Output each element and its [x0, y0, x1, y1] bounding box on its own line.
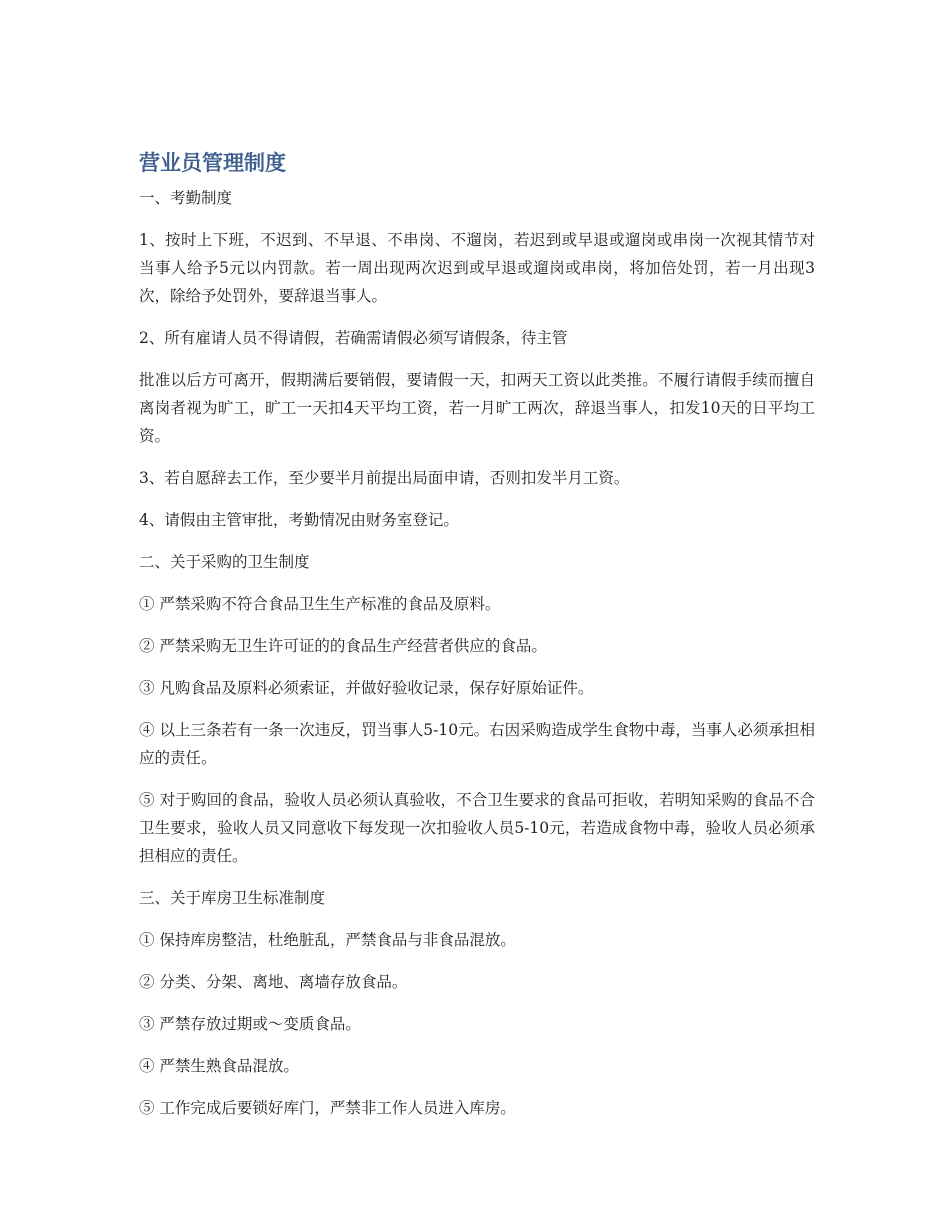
- purchasing-paragraph-3: ③ 凡购食品及原料必须索证，并做好验收记录，保存好原始证件。: [139, 679, 594, 697]
- warehouse-paragraph-3: ③ 严禁存放过期或～变质食品。: [139, 1015, 361, 1033]
- warehouse-paragraph-1: ① 保持库房整洁，杜绝脏乱，严禁食品与非食品混放。: [139, 931, 516, 949]
- section-heading-attendance: 一、考勤制度: [139, 189, 233, 207]
- purchasing-paragraph-5: ⑤ 对于购回的食品，验收人员必须认真验收，不合卫生要求的食品可拒收，若明知采购的食品不合卫生要求，验收人员又同意收下每发现一次扣验收人员5-10元，若造成食物中毒，验收人员必须承担相应的责任。: [139, 791, 815, 865]
- section-heading-purchasing: 二、关于采购的卫生制度: [139, 553, 310, 571]
- purchasing-paragraph-1: ① 严禁采购不符合食品卫生生产标准的食品及原料。: [139, 595, 501, 613]
- purchasing-paragraph-4: ④ 以上三条若有一条一次违反，罚当事人5-10元。右因采购造成学生食物中毒，当事人必须承担相应的责任。: [139, 721, 815, 767]
- section-heading-warehouse: 三、关于库房卫生标准制度: [139, 889, 326, 907]
- warehouse-paragraph-4: ④ 严禁生熟食品混放。: [139, 1057, 299, 1075]
- document-page: [139, 148, 815, 1136]
- attendance-paragraph-4: 3、若自愿辞去工作，至少要半月前提出局面申请，否则扣发半月工资。: [139, 469, 630, 487]
- purchasing-paragraph-2: ② 严禁采购无卫生许可证的的食品生产经营者供应的食品。: [139, 637, 547, 655]
- warehouse-paragraph-5: ⑤ 工作完成后要锁好库门，严禁非工作人员进入库房。: [139, 1099, 516, 1117]
- attendance-paragraph-3: 批准以后方可离开，假期满后要销假，要请假一天，扣两天工资以此类推。不履行请假手续而擅自离岗者视为旷工，旷工一天扣4天平均工资，若一月旷工两次，辞退当事人，扣发10天的日平均工资。: [139, 371, 815, 445]
- document-title: 营业员管理制度: [139, 151, 286, 175]
- warehouse-paragraph-2: ② 分类、分架、离地、离墙存放食品。: [139, 973, 408, 991]
- attendance-paragraph-2: 2、所有雇请人员不得请假，若确需请假必须写请假条，待主管: [139, 329, 568, 347]
- attendance-paragraph-1: 1、按时上下班，不迟到、不早退、不串岗、不遛岗，若迟到或早退或遛岗或串岗一次视其情节对当事人给予5元以内罚款。若一周出现两次迟到或早退或遛岗或串岗，将加倍处罚，若一月出现3次，除给予处罚外，要辞退当事人。: [139, 231, 815, 305]
- attendance-paragraph-5: 4、请假由主管审批，考勤情况由财务室登记。: [139, 511, 459, 529]
